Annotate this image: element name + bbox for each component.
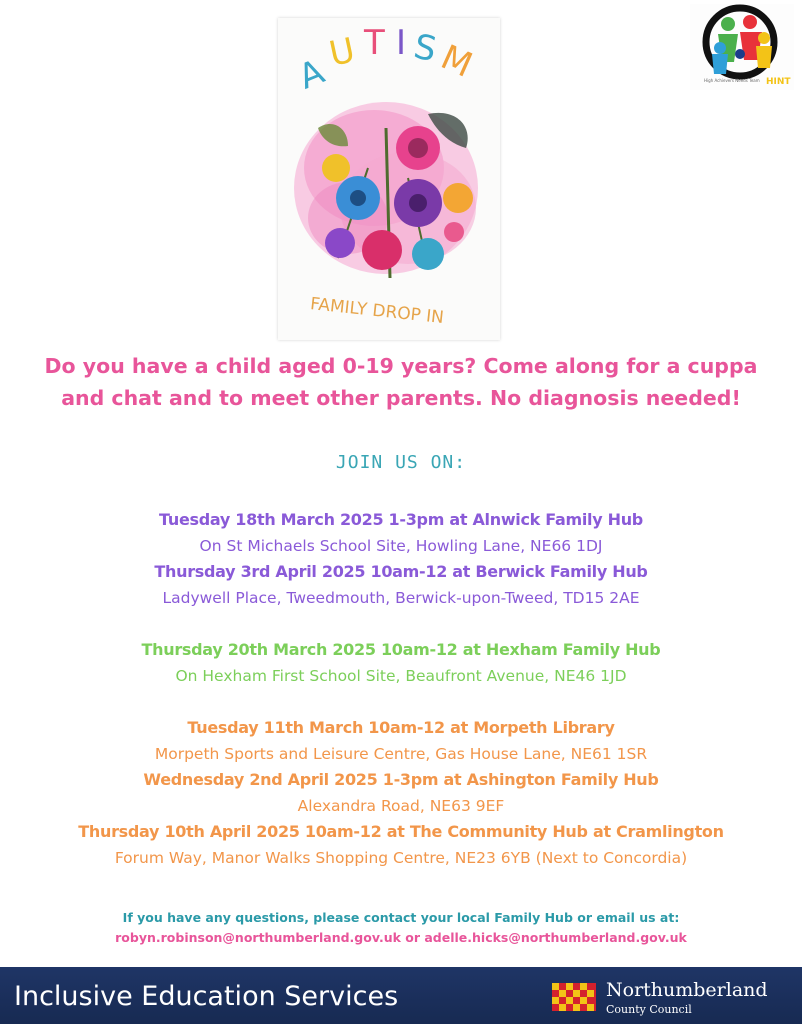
council-subtitle: County Council [606, 1003, 692, 1016]
event-title: Thursday 3rd April 2025 10am-12 at Berwick Family Hub [154, 562, 648, 581]
event-address: Alexandra Road, NE63 9EF [297, 797, 505, 815]
event-address: Ladywell Place, Tweedmouth, Berwick-upon-Tweed, TD15 2AE [162, 589, 640, 607]
poster-subtitle: FAMILY DROP IN [309, 294, 445, 329]
event-title: Wednesday 2nd April 2025 1-3pm at Ashington Family Hub [143, 770, 659, 789]
event-title: Tuesday 11th March 10am-12 at Morpeth Library [187, 718, 615, 737]
event-group-north [0, 507, 802, 611]
hint-logo [690, 4, 794, 90]
northumberland-crest-icon [552, 983, 596, 1011]
event-group-southeast [0, 715, 802, 871]
council-name: Northumberland [606, 979, 768, 1001]
poster-letter-s: S [410, 26, 440, 71]
join-us-label: JOIN US ON: [335, 452, 467, 473]
poster-letter-a: A [293, 51, 330, 98]
event-group-west [0, 637, 802, 689]
contact-emails[interactable]: robyn.robinson@northumberland.gov.uk or adelle.hicks@northumberland.gov.uk [115, 930, 687, 945]
contact-question: If you have any questions, please contact your local Family Hub or email us at: [122, 910, 680, 925]
event-title: Thursday 20th March 2025 10am-12 at Hexham Family Hub [141, 640, 661, 659]
footer-title: Inclusive Education Services [14, 981, 399, 1012]
autism-poster [278, 18, 500, 340]
event-title: Tuesday 18th March 2025 1-3pm at Alnwick Family Hub [159, 510, 643, 529]
poster-letter-u: U [325, 30, 359, 75]
hint-abbr: HINT [766, 77, 791, 87]
event-address: Forum Way, Manor Walks Shopping Centre, NE23 6YB (Next to Concordia) [114, 849, 688, 867]
event-address: On St Michaels School Site, Howling Lane, NE66 1DJ [199, 537, 603, 555]
event-address: On Hexham First School Site, Beaufront Avenue, NE46 1JD [175, 667, 627, 685]
poster-letter-t: T [364, 23, 385, 63]
event-title: Thursday 10th April 2025 10am-12 at The Community Hub at Cramlington [78, 822, 724, 841]
intro-text: Do you have a child aged 0-19 years? Come along for a cuppa and chat and to meet other parents. No diagnosis needed! [44, 354, 758, 410]
event-address: Morpeth Sports and Leisure Centre, Gas House Lane, NE61 1SR [154, 745, 648, 763]
poster-letter-i: I [396, 23, 407, 63]
events-list [0, 507, 802, 897]
hint-tagline: High Achievers Needs Team [704, 78, 760, 83]
footer-bar [0, 967, 802, 1024]
poster-letter-m: M [435, 37, 479, 86]
contact-info [0, 908, 802, 948]
brain-flowers-illustration [278, 18, 500, 340]
